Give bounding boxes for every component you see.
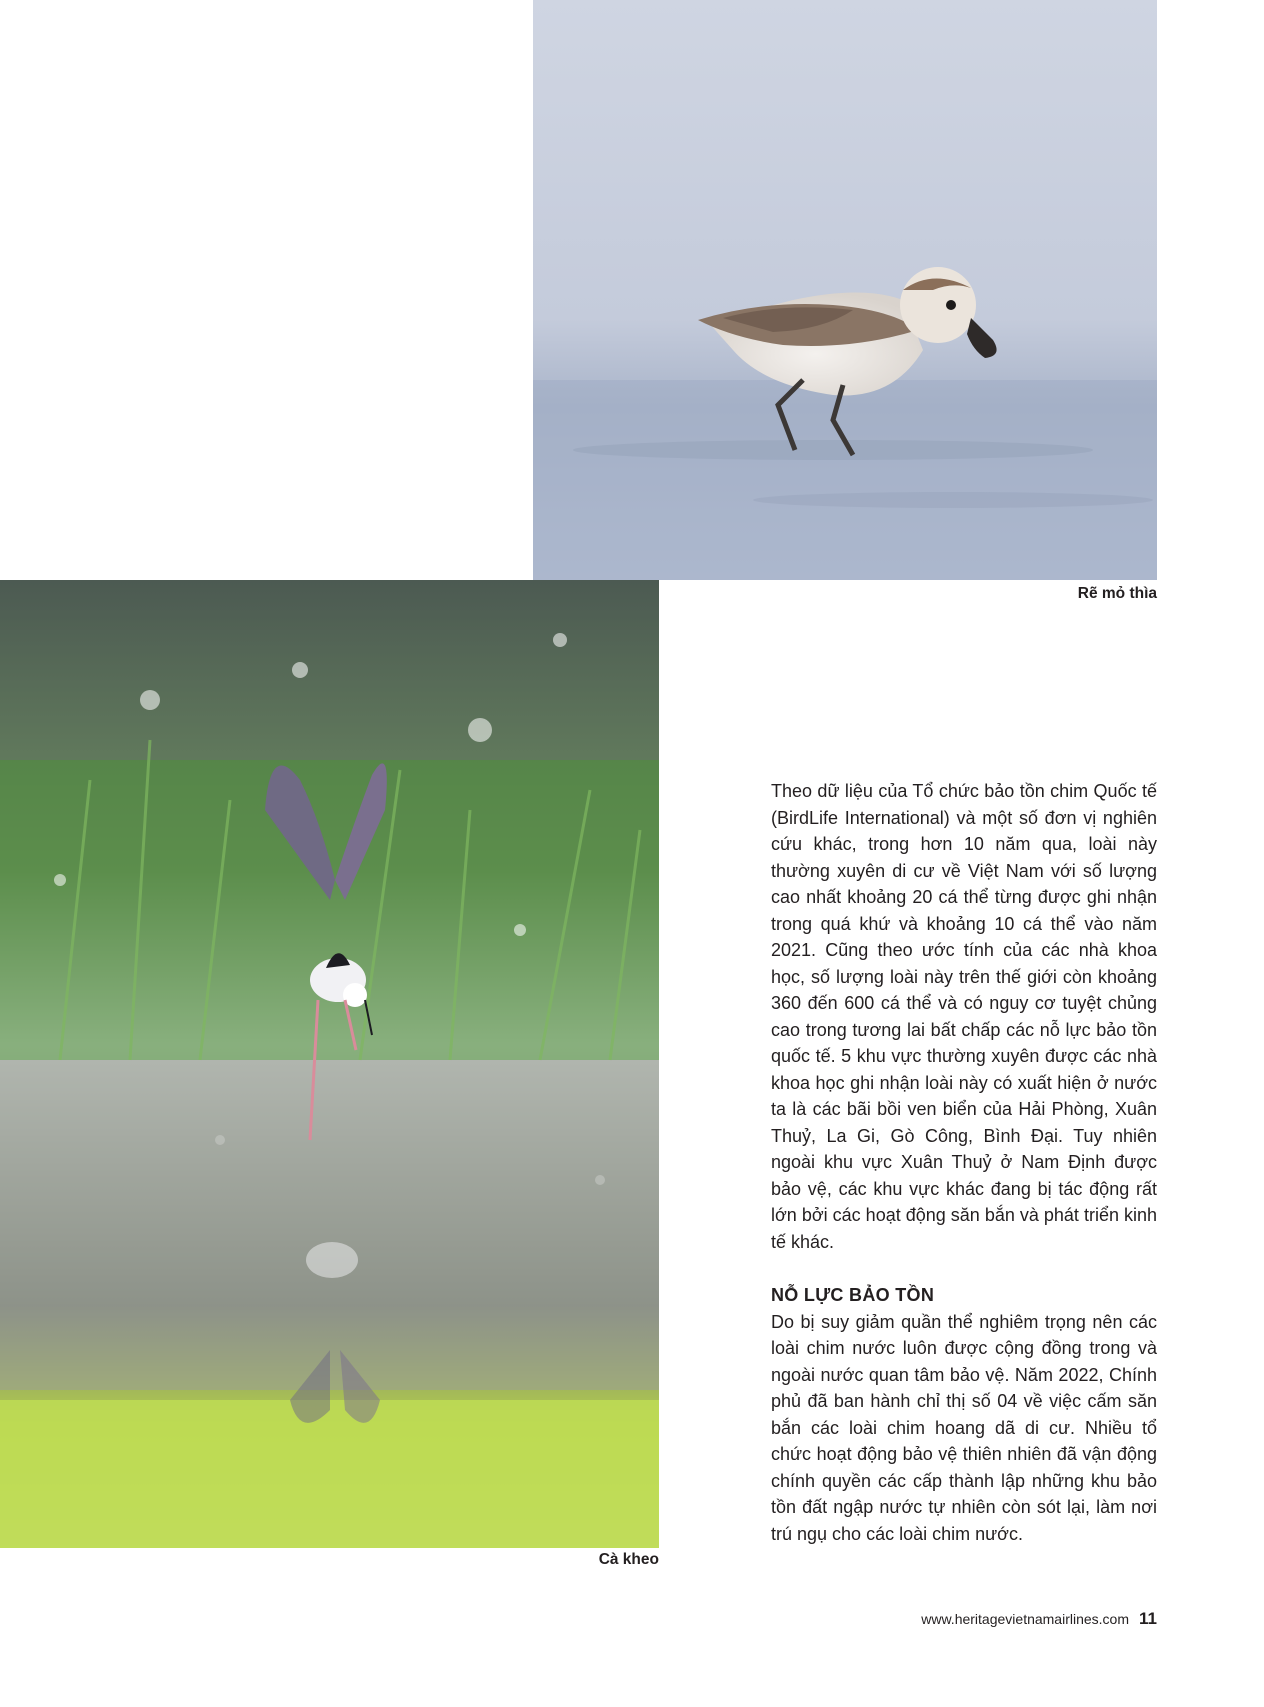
article-paragraph-1: Theo dữ liệu của Tổ chức bảo tồn chim Quốc tế (BirdLife International) và một số đơn vị nghiên cứu khác, trong hơn 10 năm qua, loài này thường xuyên di cư về Việt Nam với số lượng cao nhất khoảng 20 cá thể từng được ghi nhận trong quá khứ và khoảng 10 cá thể vào năm 2021. Cũng theo ước tính của các nhà khoa học, số lượng loài này trên thế giới còn khoảng 360 đến 600 cá thể và có nguy cơ tuyệt chủng cao trong tương lai bất chấp các nỗ lực bảo tồn quốc tế. 5 khu vực thường xuyên được các nhà khoa học ghi nhận loài này có xuất hiện ở nước ta là các bãi bồi ven biển của Hải Phòng, Xuân Thuỷ, La Gi, Gò Công, Bình Đại. Tuy nhiên ngoài khu vực Xuân Thuỷ ở Nam Định được bảo vệ, các khu vực khác đang bị tác động rất lớn bởi các hoạt động săn bắn và phát triển kinh tế khác. [771, 781, 1157, 1252]
stilt-photo [0, 580, 659, 1548]
sandpiper-photo [533, 0, 1157, 580]
sandpiper-illustration [533, 0, 1157, 580]
page-footer [921, 1609, 1157, 1629]
stilt-caption: Cà kheo [598, 1551, 659, 1568]
article-column [771, 778, 1157, 1547]
article-paragraph-2: Do bị suy giảm quần thể nghiêm trọng nên các loài chim nước luôn được cộng đồng trong và ngoài nước quan tâm bảo vệ. Năm 2022, Chính phủ đã ban hành chỉ thị số 04 về việc cấm săn bắn các loài chim hoang dã di cư. Nhiều tổ chức hoạt động bảo vệ thiên nhiên đã vận động chính quyền các cấp thành lập những khu bảo tồn đất ngập nước tự nhiên còn sót lại, làm nơi trú ngụ cho các loài chim nước. [771, 1311, 1157, 1544]
stilt-illustration [0, 580, 659, 1548]
page-number: 11 [1139, 1609, 1157, 1628]
footer-website[interactable]: www.heritagevietnamairlines.com [921, 1611, 1130, 1627]
sandpiper-caption: Rẽ mỏ thìa [1077, 585, 1157, 602]
section-heading: NỖ LỰC BẢO TỒN [771, 1285, 935, 1305]
